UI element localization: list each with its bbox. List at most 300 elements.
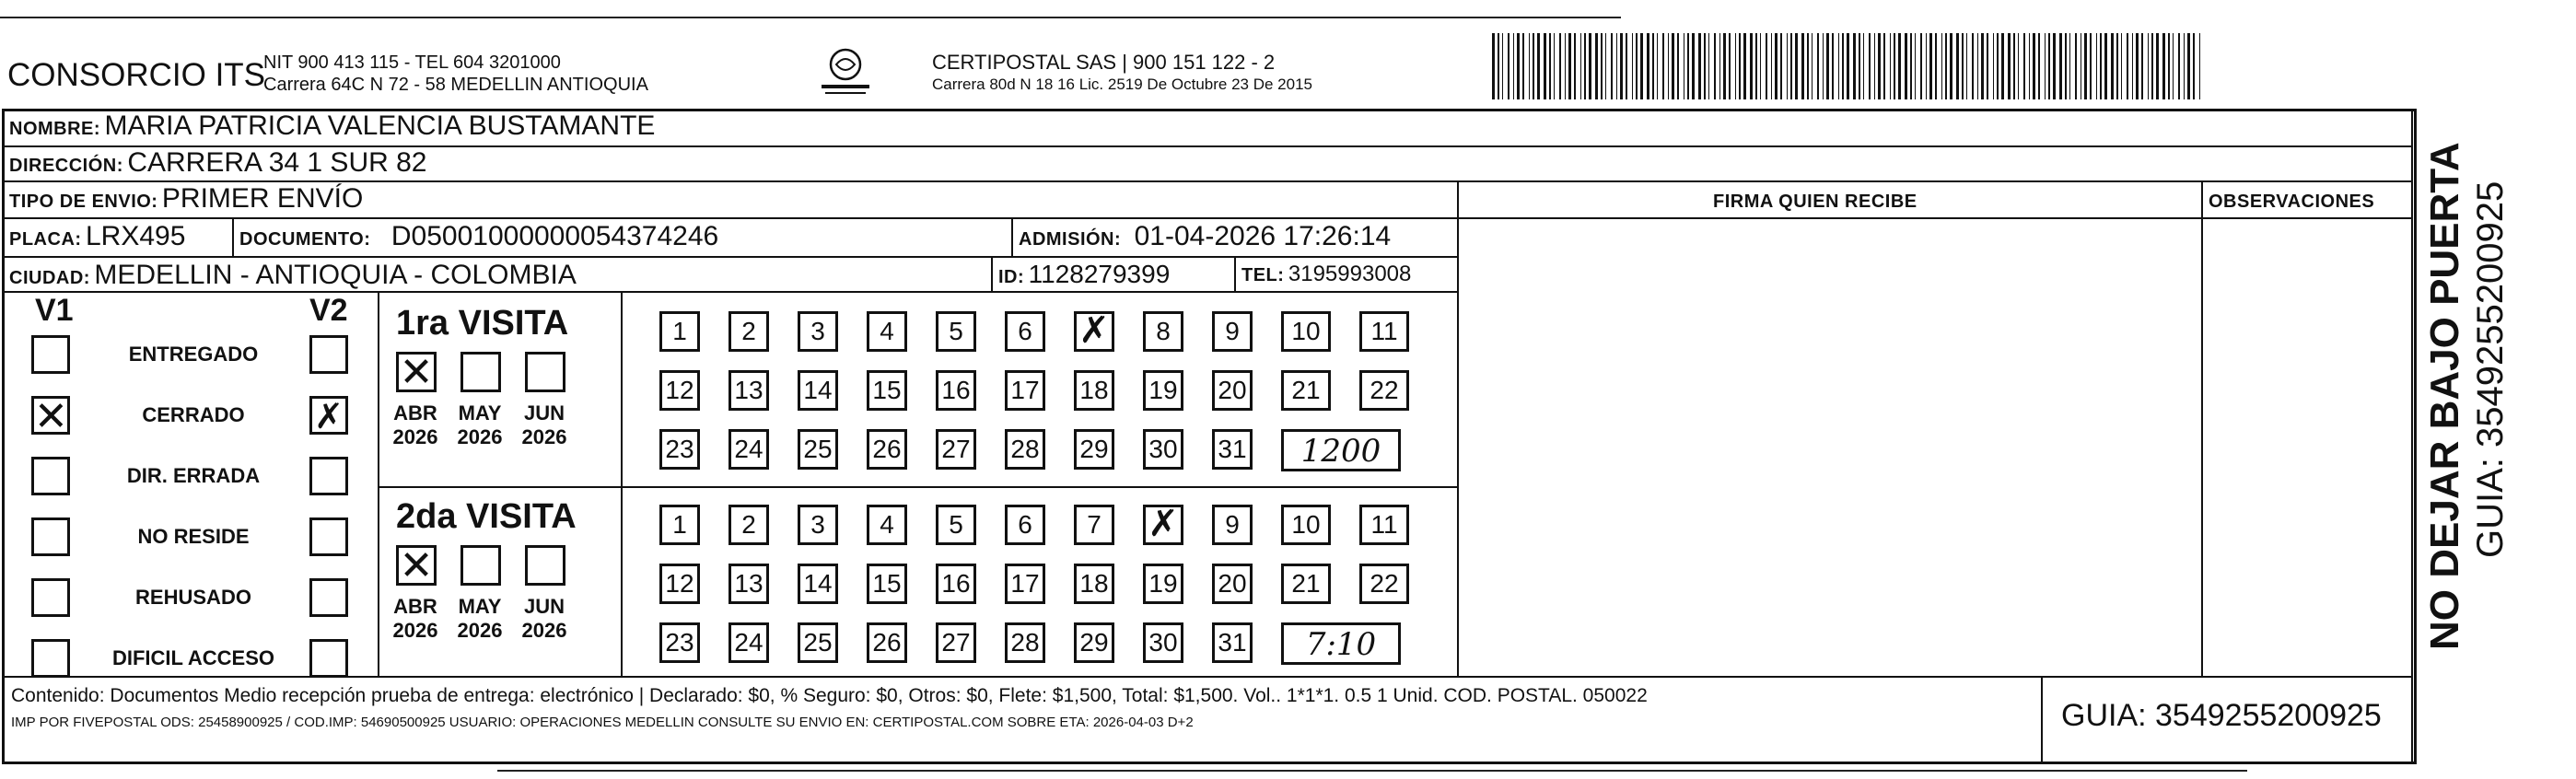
day-box[interactable]: 2 (729, 505, 769, 545)
direccion-row (9, 147, 426, 179)
barcode-bar (1972, 33, 1974, 99)
year-label: 2026 (392, 425, 438, 448)
day-box[interactable]: 9 (1212, 311, 1253, 352)
barcode-bar (1910, 33, 1912, 99)
day-box[interactable]: 29 (1074, 622, 1114, 663)
barcode-bar (1832, 33, 1834, 99)
barcode-bar (2193, 33, 2195, 99)
row-line (1459, 217, 2413, 219)
col-line (2041, 678, 2043, 764)
col-line (378, 293, 379, 676)
v2-checkbox[interactable] (309, 396, 348, 435)
day-box[interactable]: 16 (936, 564, 976, 604)
company-info (263, 52, 648, 96)
day-box[interactable]: 22 (1359, 564, 1409, 604)
day-box[interactable]: 12 (659, 564, 700, 604)
barcode-bar (1807, 33, 1809, 99)
barcode-bar (2090, 33, 2092, 99)
barcode-bar (1517, 33, 1520, 99)
year-label: 2026 (457, 619, 503, 642)
barcode-bar (1787, 33, 1788, 99)
barcode-bar (1704, 33, 1706, 99)
barcode-bar (1780, 33, 1782, 99)
day-box[interactable]: 15 (867, 564, 907, 604)
barcode-bar (1823, 33, 1824, 99)
barcode-bar (1945, 33, 1947, 99)
col-line (1234, 258, 1236, 291)
barcode-bar (1750, 33, 1753, 99)
day-box[interactable]: 13 (729, 564, 769, 604)
barcode-bar (1502, 33, 1503, 99)
barcode-bar (1977, 33, 1978, 99)
barcode-bar (1719, 33, 1720, 99)
bottom-rule (497, 770, 2247, 772)
barcode-bar (2084, 33, 2087, 99)
courier-info (932, 52, 1312, 96)
barcode-bar (2048, 33, 2050, 99)
barcode-bar (1993, 33, 1994, 99)
barcode-bar (2069, 33, 2070, 99)
day-box[interactable]: 31 (1212, 622, 1253, 663)
documento-value: D05001000000054374246 (390, 221, 719, 251)
day-box[interactable]: 13 (729, 370, 769, 411)
barcode-bar (1574, 33, 1576, 99)
guide-frame (2, 109, 2417, 764)
barcode-bar (1647, 33, 1649, 99)
barcode-bar (1997, 33, 1999, 99)
direccion-label: DIRECCIÓN: (9, 156, 123, 176)
top-rule (0, 17, 1621, 18)
barcode-bar (1698, 33, 1701, 99)
barcode-bar (1513, 33, 1514, 99)
tipo-row (9, 183, 363, 215)
v1-checkbox[interactable] (31, 457, 70, 495)
barcode-bar (1611, 33, 1613, 99)
barcode-bar (1935, 33, 1937, 99)
barcode-bar (1636, 33, 1638, 99)
barcode-bar (1929, 33, 1932, 99)
courier-name: CERTIPOSTAL SAS | 900 151 122 - 2 (932, 51, 1276, 74)
barcode-bar (1874, 33, 1875, 99)
month-label: MAY (458, 595, 502, 618)
day-box[interactable]: 23 (659, 622, 700, 663)
tel-label: TEL: (1241, 265, 1285, 285)
barcode-bar (2132, 33, 2133, 99)
barcode-bar (1743, 33, 1746, 99)
month-checkbox[interactable] (525, 545, 565, 586)
day-box[interactable]: 17 (1005, 564, 1045, 604)
year-label: 2026 (521, 425, 567, 448)
v1-checkbox[interactable] (31, 578, 70, 617)
day-box[interactable]: 31 (1212, 429, 1253, 470)
day-box[interactable]: 27 (936, 622, 976, 663)
col-line (232, 219, 234, 256)
month-label: MAY (458, 401, 502, 424)
barcode-bar (2121, 33, 2122, 99)
barcode-bar (1755, 33, 1757, 99)
barcode-bar (1894, 33, 1895, 99)
barcode-bar (2199, 33, 2200, 99)
admision-value: 01-04-2026 17:26:14 (1134, 221, 1392, 251)
barcode-bar (2173, 33, 2174, 99)
barcode-bar (1640, 33, 1643, 99)
day-box[interactable]: 21 (1281, 370, 1331, 411)
day-box[interactable]: 20 (1212, 564, 1253, 604)
barcode-bar (2151, 33, 2153, 99)
v1-checkbox[interactable] (31, 639, 70, 678)
day-box[interactable]: 3 (798, 505, 838, 545)
barcode-bar (1529, 33, 1530, 99)
barcode-bar (1941, 33, 1942, 99)
barcode-bar (2045, 33, 2046, 99)
barcode-bar (2100, 33, 2102, 99)
day-box[interactable]: 29 (1074, 429, 1114, 470)
day-box[interactable]: 6 (1005, 505, 1045, 545)
barcode-bar (2141, 33, 2143, 99)
day-box[interactable]: 27 (936, 429, 976, 470)
col-line (991, 258, 993, 291)
documento-label: DOCUMENTO: (239, 229, 371, 250)
barcode-bar (1568, 33, 1571, 99)
company-address: Carrera 64C N 72 - 58 MEDELLIN ANTIOQUIA (263, 75, 648, 95)
row-line (4, 676, 2413, 678)
barcode-bar (1508, 33, 1509, 99)
barcode-bar (1760, 33, 1761, 99)
barcode-bar (2023, 33, 2025, 99)
direccion-value: CARRERA 34 1 SUR 82 (127, 147, 427, 178)
barcode-bar (1605, 33, 1606, 99)
v1-checkbox[interactable] (31, 394, 70, 439)
barcode-bar (1920, 33, 1922, 99)
nombre-label: NOMBRE: (9, 119, 101, 139)
day-box[interactable]: 4 (867, 505, 907, 545)
month-checkbox[interactable] (460, 352, 501, 392)
month-label: JUN (523, 401, 565, 424)
barcode-bar (1708, 33, 1709, 99)
nombre-value: MARIA PATRICIA VALENCIA BUSTAMANTE (104, 110, 656, 141)
barcode-bar (1766, 33, 1767, 99)
barcode-bar (1584, 33, 1586, 99)
barcode-bar (1883, 33, 1885, 99)
v2-checkbox[interactable] (309, 335, 348, 374)
col-line (1011, 219, 1013, 256)
day-box[interactable] (1143, 505, 1183, 545)
v1-checkbox[interactable] (31, 335, 70, 374)
day-box[interactable]: 24 (729, 622, 769, 663)
tel-cell (1241, 262, 1411, 287)
month-label: ABR (393, 595, 437, 618)
check-mark-icon: ✕ (399, 350, 434, 395)
day-box[interactable]: 9 (1212, 505, 1253, 545)
firma-label: FIRMA QUIEN RECIBE (1713, 192, 1917, 212)
barcode-bar (1817, 33, 1819, 99)
day-box[interactable]: 15 (867, 370, 907, 411)
barcode-bar (2187, 33, 2190, 99)
day-box[interactable]: 25 (798, 429, 838, 470)
day-box[interactable]: 7 (1074, 505, 1114, 545)
month-label: ABR (393, 401, 437, 424)
ciudad-value: MEDELLIN - ANTIOQUIA - COLOMBIA (94, 260, 577, 290)
barcode-bar (1601, 33, 1603, 99)
barcode-bar (1657, 33, 1658, 99)
day-box[interactable]: 18 (1074, 370, 1114, 411)
year-label: 2026 (521, 619, 567, 642)
col-line (2411, 109, 2413, 764)
check-mark-icon: ✗ (1078, 310, 1110, 351)
placa-value: LRX495 (86, 221, 186, 251)
placa-cell (9, 221, 185, 252)
barcode-bar (1533, 33, 1534, 99)
barcode-bar (1565, 33, 1566, 99)
barcode-bar (1962, 33, 1964, 99)
barcode-bar (1498, 33, 1499, 99)
barcode-bar (2148, 33, 2149, 99)
barcode-bar (1905, 33, 1907, 99)
barcode-bar (2178, 33, 2180, 99)
barcode-bar (1589, 33, 1591, 99)
barcode-bar (1842, 33, 1844, 99)
day-box[interactable]: 3 (798, 311, 838, 352)
v2-label: V2 (309, 293, 348, 328)
first-visit-title: 1ra VISITA (396, 304, 569, 343)
barcode-bar (1966, 33, 1967, 99)
day-box[interactable]: 8 (1143, 311, 1183, 352)
day-box[interactable]: 10 (1281, 311, 1331, 352)
barcode-bar (2116, 33, 2118, 99)
month-label: JUN (523, 595, 565, 618)
ciudad-label: CIUDAD: (9, 268, 90, 288)
handwritten-time: 7:10 (1281, 622, 1401, 665)
day-box[interactable]: 14 (798, 370, 838, 411)
day-box[interactable]: 21 (1281, 564, 1331, 604)
row-line (4, 291, 1459, 293)
barcode-bar (1853, 33, 1856, 99)
day-box[interactable]: 5 (936, 505, 976, 545)
v1-label: V1 (35, 293, 74, 328)
v2-checkbox[interactable] (309, 517, 348, 556)
footer-guia: GUIA: 3549255200925 (2061, 698, 2382, 733)
barcode-bar (1915, 33, 1916, 99)
barcode-bar (2127, 33, 2128, 99)
contenido-text: Contenido: Documentos Medio recepción prueba de entrega: electrónico | Declarado: $0, % Seguro: $0, Otros: $0, Flete: $1,500, Total: $1,500. Vol.. 1*1*1. 0.5 1 Unid. COD. POSTAL. 050022 (11, 685, 1648, 706)
barcode-bar (1687, 33, 1689, 99)
day-box[interactable]: 25 (798, 622, 838, 663)
day-box[interactable]: 5 (936, 311, 976, 352)
admision-label: ADMISIÓN: (1019, 229, 1122, 250)
v2-checkbox[interactable] (309, 457, 348, 495)
status-option-label: DIFICIL ACCESO (111, 646, 274, 669)
documento-cell (239, 221, 718, 252)
barcode-bar (1626, 33, 1627, 99)
barcode-bar (1790, 33, 1792, 99)
day-box[interactable]: 1 (659, 505, 700, 545)
barcode-bar (1616, 33, 1617, 99)
side-guia-text: GUIA: 3549255200925 (2470, 180, 2511, 558)
day-box[interactable] (1074, 311, 1114, 352)
month-checkbox[interactable] (460, 545, 501, 586)
barcode-bar (1795, 33, 1798, 99)
barcode-bar (1847, 33, 1849, 99)
barcode-bar (1714, 33, 1716, 99)
barcode-bar (1956, 33, 1959, 99)
col-line (621, 293, 623, 676)
barcode-bar (1869, 33, 1871, 99)
day-box[interactable]: 14 (798, 564, 838, 604)
status-option-label: CERRADO (142, 403, 245, 426)
day-box[interactable]: 20 (1212, 370, 1253, 411)
barcode-bar (1652, 33, 1654, 99)
day-box[interactable]: 11 (1359, 505, 1409, 545)
v2-checkbox[interactable] (309, 578, 348, 617)
row-line (4, 256, 1459, 258)
id-cell (998, 260, 1170, 289)
barcode-bar (1801, 33, 1804, 99)
barcode-bar (1987, 33, 1988, 99)
col-line (2201, 182, 2203, 676)
barcode-bar (2156, 33, 2159, 99)
barcode-bar (1580, 33, 1581, 99)
barcode-bar (2075, 33, 2077, 99)
barcode-bar (1926, 33, 1927, 99)
status-option-label: REHUSADO (135, 586, 251, 609)
day-box[interactable]: 19 (1143, 370, 1183, 411)
day-box[interactable]: 26 (867, 429, 907, 470)
col-line (1457, 182, 1459, 676)
ciudad-cell (9, 260, 577, 291)
placa-label: PLACA: (9, 229, 82, 250)
no-dejar-text: NO DEJAR BAJO PUERTA (2422, 142, 2467, 650)
nombre-row (9, 110, 655, 142)
barcode-bar (2053, 33, 2056, 99)
id-label: ID: (998, 267, 1025, 287)
day-box[interactable]: 4 (867, 311, 907, 352)
day-box[interactable]: 16 (936, 370, 976, 411)
tipo-label: TIPO DE ENVIO: (9, 192, 158, 212)
second-visit-title: 2da VISITA (396, 497, 577, 536)
day-box[interactable]: 2 (729, 311, 769, 352)
barcode-bar (2018, 33, 2019, 99)
barcode-bar (2033, 33, 2035, 99)
barcode-bar (1620, 33, 1623, 99)
barcode-bar (1677, 33, 1679, 99)
day-box[interactable]: 11 (1359, 311, 1409, 352)
barcode-bar (1981, 33, 1984, 99)
barcode-bar (1878, 33, 1881, 99)
barcode-bar (1775, 33, 1778, 99)
day-box[interactable]: 30 (1143, 429, 1183, 470)
month-checkbox[interactable] (396, 350, 437, 395)
check-mark-icon: ✗ (1148, 504, 1179, 544)
barcode-bar (1863, 33, 1864, 99)
barcode-bar (1812, 33, 1813, 99)
barcode-bar (2184, 33, 2185, 99)
day-box[interactable]: 12 (659, 370, 700, 411)
barcode-bar (2104, 33, 2107, 99)
barcode-bar (1668, 33, 1669, 99)
courier-address: Carrera 80d N 18 16 Lic. 2519 De Octubre 23 De 2015 (932, 76, 1312, 93)
barcode-bar (2029, 33, 2030, 99)
row-line (4, 180, 2413, 182)
status-option-label: DIR. ERRADA (126, 464, 261, 487)
day-box[interactable]: 6 (1005, 311, 1045, 352)
handwritten-time: 1200 (1281, 429, 1401, 471)
barcode-bar (2096, 33, 2097, 99)
status-option-label: NO RESIDE (137, 525, 250, 548)
day-box[interactable]: 18 (1074, 564, 1114, 604)
barcode-bar (1692, 33, 1695, 99)
barcode-bar (1898, 33, 1901, 99)
barcode-bar (2162, 33, 2165, 99)
day-box[interactable]: 28 (1005, 622, 1045, 663)
barcode-bar (2059, 33, 2062, 99)
row-line (379, 486, 1457, 488)
imp-text: IMP POR FIVEPOSTAL ODS: 25458900925 / COD.IMP: 54690500925 USUARIO: OPERACIONES MEDELLIN CONSULTE SU ENVIO EN: CERTIPOSTAL.COM SOBRE ETA: 2026-04-03 D+2 (11, 715, 1194, 730)
day-box[interactable]: 10 (1281, 505, 1331, 545)
barcode-icon (1492, 33, 2201, 99)
month-checkbox[interactable] (396, 545, 437, 586)
barcode-bar (1554, 33, 1555, 99)
day-box[interactable]: 28 (1005, 429, 1045, 470)
barcode-bar (1729, 33, 1731, 99)
day-box[interactable]: 26 (867, 622, 907, 663)
day-box[interactable]: 22 (1359, 370, 1409, 411)
barcode-bar (1492, 33, 1495, 99)
v1-checkbox[interactable] (31, 517, 70, 556)
certipostal-logo-icon (812, 46, 879, 101)
barcode-bar (2038, 33, 2040, 99)
barcode-bar (2013, 33, 2015, 99)
barcode-bar (1549, 33, 1551, 99)
day-box[interactable]: 23 (659, 429, 700, 470)
check-mark-icon: ✕ (34, 394, 68, 439)
day-box[interactable]: 17 (1005, 370, 1045, 411)
check-mark-icon: ✗ (314, 398, 344, 436)
day-box[interactable]: 19 (1143, 564, 1183, 604)
tipo-value: PRIMER ENVÍO (161, 183, 364, 214)
barcode-bar (1838, 33, 1839, 99)
barcode-bar (2001, 33, 2004, 99)
barcode-bar (1632, 33, 1633, 99)
row-line (4, 217, 1459, 219)
v2-checkbox[interactable] (309, 639, 348, 678)
year-label: 2026 (392, 619, 438, 642)
barcode-bar (1826, 33, 1829, 99)
day-box[interactable]: 24 (729, 429, 769, 470)
barcode-bar (2136, 33, 2139, 99)
barcode-bar (1537, 33, 1540, 99)
barcode-bar (1950, 33, 1952, 99)
barcode-bar (1522, 33, 1524, 99)
barcode-bar (1723, 33, 1726, 99)
barcode-bar (2008, 33, 2011, 99)
day-box[interactable]: 30 (1143, 622, 1183, 663)
tel-value: 3195993008 (1288, 262, 1412, 286)
barcode-bar (1544, 33, 1546, 99)
id-value: 1128279399 (1028, 260, 1171, 288)
barcode-bar (1559, 33, 1561, 99)
month-checkbox[interactable] (525, 352, 565, 392)
check-mark-icon: ✕ (399, 543, 434, 588)
barcode-bar (1672, 33, 1674, 99)
barcode-bar (1890, 33, 1891, 99)
barcode-bar (2111, 33, 2114, 99)
barcode-bar (1859, 33, 1860, 99)
barcode-bar (1662, 33, 1664, 99)
day-box[interactable]: 1 (659, 311, 700, 352)
barcode-bar (1595, 33, 1598, 99)
admision-cell (1019, 221, 1391, 252)
year-label: 2026 (457, 425, 503, 448)
